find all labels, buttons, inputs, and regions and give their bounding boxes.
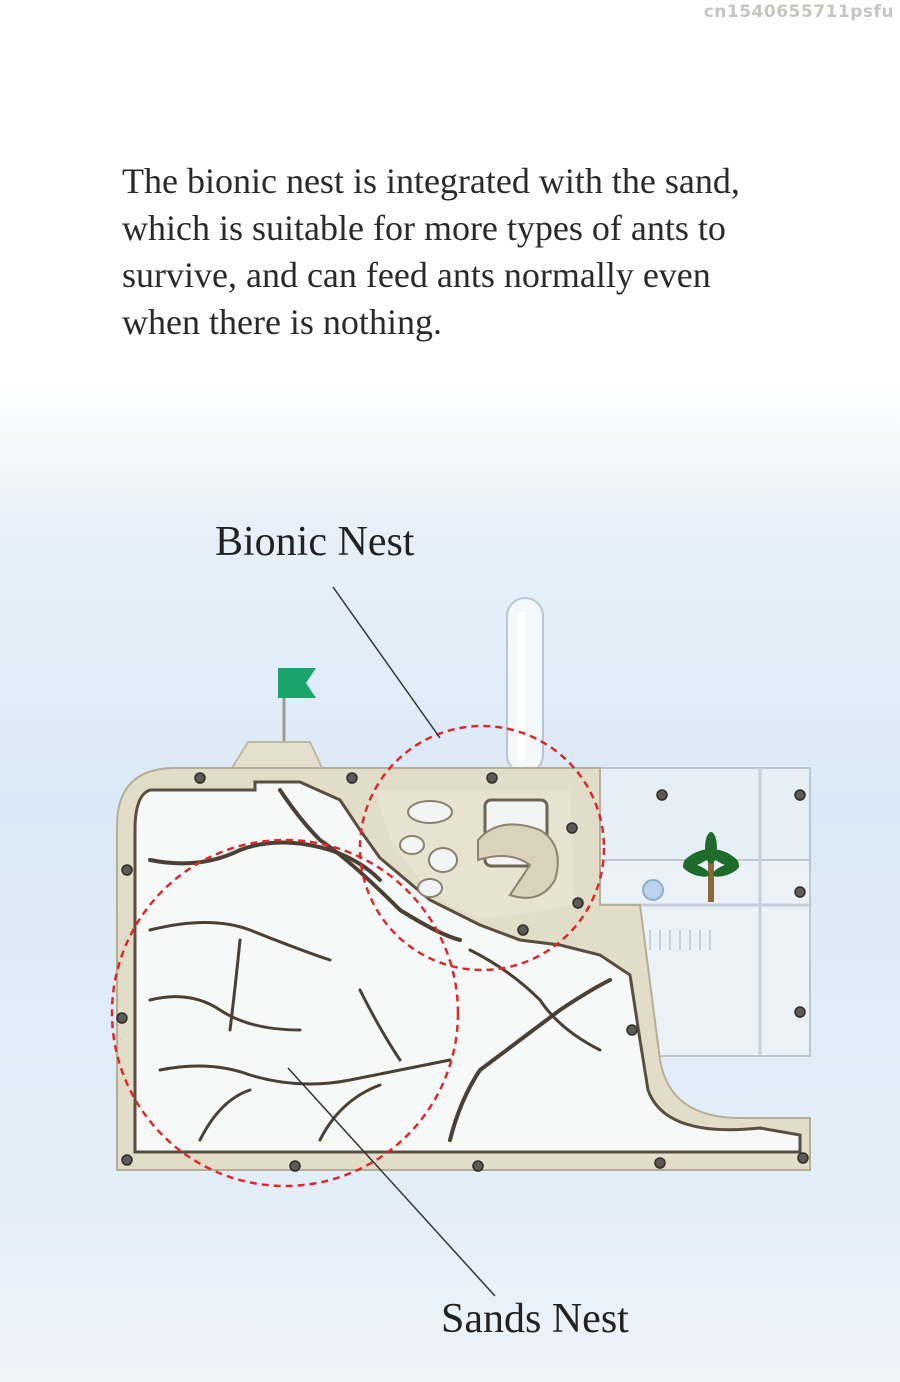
frame-top-tab [232, 742, 322, 768]
sands-nest-label: Sands Nest [441, 1296, 629, 1342]
bionic-nest-label: Bionic Nest [215, 519, 415, 565]
watermark: cn1540655711psfu [703, 2, 894, 22]
water-tube [507, 598, 543, 773]
flag-icon [278, 668, 316, 748]
description-text: The bionic nest is integrated with the sand, which is suitable for more types of ants to survive, and can feed ants normally even when there is nothing. [122, 161, 740, 342]
bionic-nest-leader-line [333, 587, 440, 738]
